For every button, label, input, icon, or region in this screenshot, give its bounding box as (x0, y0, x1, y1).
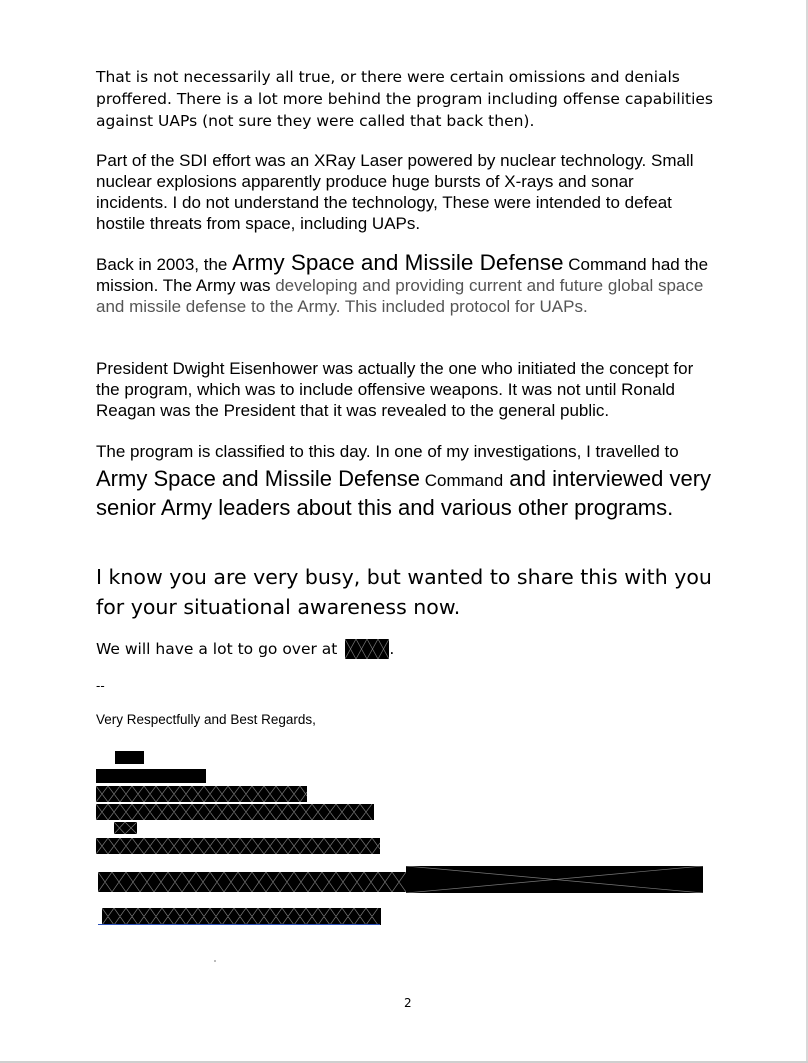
redaction-block (96, 769, 206, 783)
text-run: . (389, 640, 395, 658)
text-run: Back in 2003, the (96, 255, 233, 274)
redacted-link-underline (98, 924, 380, 925)
redaction-block (96, 804, 374, 820)
paragraph-go-over (96, 638, 394, 660)
redaction-block (98, 872, 408, 892)
redaction-block (115, 751, 144, 764)
text-run-large: and interviewed very senior Army leaders about this and various other programs. (96, 466, 712, 520)
org-name-emphasis: Army Space and Missile Defense (232, 250, 564, 275)
paragraph-awareness: I know you are very busy, but wanted to share this with you for your situational awareness now. (96, 565, 712, 619)
paragraph-army-mission (96, 252, 716, 317)
scan-speck (214, 960, 216, 962)
text-run: The program is classified to this day. In one of my investigations, I travelled to (96, 442, 679, 461)
org-command: Command (420, 471, 504, 490)
redaction-block (114, 822, 137, 834)
redaction-block (102, 908, 381, 925)
text-run: had the mission. The Army was (96, 255, 709, 295)
closing-line: Very Respectfully and Best Regards, (96, 712, 316, 727)
paragraph-xray-laser: Part of the SDI effort was an XRay Laser powered by nuclear technology. Small nuclear explosions apparently produce huge bursts of X-rays and sonar incidents. I do not understand the technology, These were intended to defeat hostile threats from space, including UAPs. (96, 151, 694, 233)
org-command: Command (563, 255, 647, 274)
paragraph-omissions: That is not necessarily all true, or there were certain omissions and denials proffered. There is a lot more behind the program including offense capabilities against UAPs (not sure they were called that back then). (96, 68, 713, 130)
org-name-emphasis: Army Space and Missile Defense (96, 466, 421, 491)
paragraph-eisenhower: President Dwight Eisenhower was actually the one who initiated the concept for the program, which was to include offensive weapons. It was not until Ronald Reagan was the President that it was revealed to the general public. (96, 359, 694, 420)
signature-dash: -- (96, 678, 105, 693)
page-number: 2 (404, 996, 412, 1010)
redaction-inline (345, 639, 389, 659)
redaction-block (96, 786, 307, 802)
paragraph-classified (96, 438, 716, 523)
quoted-mission-text: developing and providing current and future global space and missile defense to the Army. This included protocol for UAPs. (96, 276, 704, 316)
redaction-block (96, 838, 380, 854)
redaction-block (406, 866, 703, 893)
text-run: We will have a lot to go over at (96, 640, 343, 658)
